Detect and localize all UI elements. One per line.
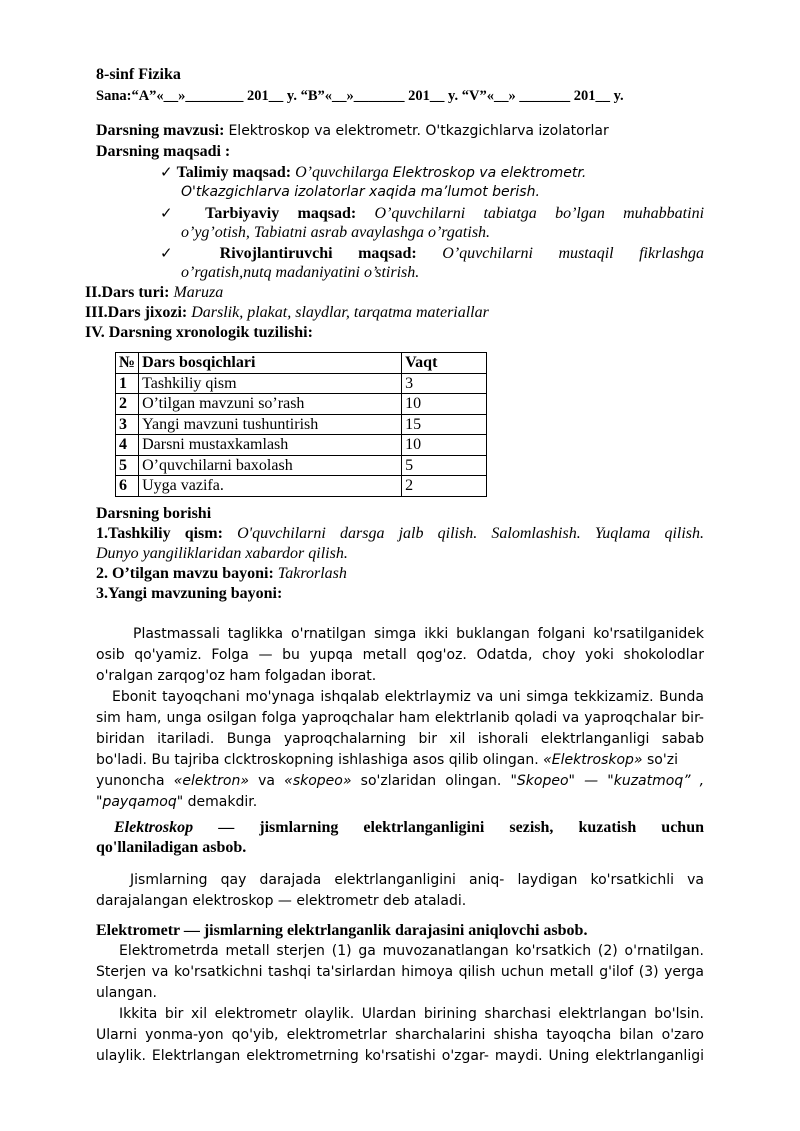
goal-title: Tarbiyaviy maqsad:	[205, 205, 357, 222]
table-cell: O’quvchilarni baxolash	[139, 455, 402, 476]
goals-label: Darsning maqsadi :	[96, 143, 231, 160]
body-line	[96, 773, 704, 789]
table-cell: 2	[402, 476, 487, 497]
schedule-table	[115, 352, 487, 497]
table-row	[116, 476, 487, 497]
body-line	[96, 794, 257, 810]
topic-label: Darsning mavzusi:	[96, 122, 225, 139]
table-cell: 3	[116, 414, 139, 435]
table-cell: 5	[402, 455, 487, 476]
step2-value: Takrorlash	[277, 565, 347, 582]
step1-text: O'quvchilarni darsga jalb qilish. Salomlashish. Yuqlama qilish.	[237, 525, 705, 542]
structure-title: IV. Darsning xronologik tuzilishi:	[85, 324, 313, 341]
goal-text-line2: o’yg’otish, Tabiatni asrab avaylashga o’rgatish.	[181, 224, 491, 241]
topic-value: Elektroskop va elektrometr. O'tkazgichlarva izolatorlar	[228, 123, 609, 139]
body-line: darajalangan elektroskop — elektrometr deb ataladi.	[96, 893, 467, 909]
goal-educational	[160, 163, 586, 182]
table-cell: Yangi mavzuni tushuntirish	[139, 414, 402, 435]
body-line: ulaylik. Elektrlangan elektrometrning ko'rsatishi o'zgar- maydi. Uning elektrlanganligi	[96, 1048, 704, 1064]
step2-label: 2. O’tilgan mavzu bayoni:	[96, 565, 274, 582]
procedure-title: Darsning borishi	[96, 505, 212, 522]
definition-line2: qo'llaniladigan asbob.	[96, 839, 247, 856]
body-line: Elektrometrda metall sterjen (1) ga muvozanatlangan ko'rsatkich (2) o'rnatilgan.	[119, 943, 704, 959]
equipment	[85, 304, 489, 322]
goal-title: Talimiy maqsad:	[176, 164, 292, 181]
body-text: va	[258, 773, 276, 789]
table-cell: Tashkiliy qism	[139, 373, 402, 394]
lesson-type	[85, 284, 223, 302]
class-subject: 8-sinf Fizika	[96, 66, 181, 83]
step1-line1	[96, 525, 704, 543]
table-header-cell: Vaqt	[402, 353, 487, 374]
body-text: bo'ladi. Bu tajriba clcktroskopning ishlashiga asos qilib olingan.	[96, 752, 539, 768]
table-cell: 1	[116, 373, 139, 394]
table-cell: 2	[116, 394, 139, 415]
step3-label: 3.Yangi mavzuning bayoni:	[96, 585, 283, 602]
goal-text-line2: o’rgatish,nutq madaniyatini o’stirish.	[181, 264, 420, 281]
goal-text: Elektroskop va elektrometr.	[392, 165, 587, 181]
table-row	[116, 435, 487, 456]
table-cell: Uyga vazifa.	[139, 476, 402, 497]
body-term: "payqamoq"	[96, 794, 184, 810]
table-row	[116, 414, 487, 435]
table-row	[116, 373, 487, 394]
body-line: ulangan.	[96, 985, 158, 1001]
table-header-row	[116, 353, 487, 374]
body-text: demakdir.	[187, 794, 258, 810]
table-cell: 15	[402, 414, 487, 435]
definition-elektroskop	[114, 819, 704, 837]
definition-elektrometr: Elektrometr — jismlarning elektrlanganlik darajasini aniqlovchi asbob.	[96, 922, 588, 939]
goal-upbringing	[160, 204, 704, 223]
body-line: biridan itariladi. Bunga yaproqchalarning bir xil ishorali elektrlanganligi sabab	[96, 731, 704, 747]
table-cell: Darsni mustaxkamlash	[139, 435, 402, 456]
body-text: so'zlaridan olingan.	[360, 773, 502, 789]
body-line: Plastmassali taglikka o'rnatilgan simga ikki buklangan folgani ko'rsatilganidek	[133, 626, 704, 642]
definition-text: — jismlarning elektrlanganligini sezish, kuzatish uchun	[218, 819, 704, 836]
step1-line2: Dunyo yangiliklaridan xabardor qilish.	[96, 545, 348, 562]
body-text: yunoncha	[96, 773, 165, 789]
goal-text: O’quvchilarni tabiatga bo’lgan muhabbatini	[374, 205, 705, 222]
body-term: «skopeo»	[284, 773, 352, 789]
table-cell: 10	[402, 435, 487, 456]
equipment-value: Darslik, plakat, slaydlar, tarqatma materiallar	[191, 304, 489, 321]
equipment-label: III.Dars jixozi:	[85, 304, 188, 321]
body-line: Ularni yonma-yon qo'yib, elektrometrlar sharchalarini shisha tayoqcha bilan o'zaro	[96, 1027, 704, 1043]
table-cell: 5	[116, 455, 139, 476]
goal-text-line2: O'tkazgichlarva izolatorlar xaqida ma’lumot berish.	[181, 184, 540, 200]
body-line: Sterjen va ko'rsatkichni tashqi ta'sirlardan himoya qilish uchun metall g'ilof (3) yerga	[96, 964, 704, 980]
table-cell: 6	[116, 476, 139, 497]
step1-label: 1.Tashkiliy qism:	[96, 525, 223, 542]
table-row	[116, 455, 487, 476]
lesson-type-value: Maruza	[173, 284, 224, 301]
topic-line	[96, 122, 609, 140]
body-term: "Skopeo" — "kuzatmoq” ,	[510, 773, 705, 789]
table-row	[116, 394, 487, 415]
body-term: «elektron»	[173, 773, 249, 789]
body-line: Ebonit tayoqchani mo'ynaga ishqalab elektrlaymiz va uni simga tekkizamiz. Bunda	[112, 689, 704, 705]
goal-text: O’quvchilarni mustaqil fikrlashga	[442, 245, 704, 262]
goal-developmental	[160, 244, 704, 263]
goal-text: O’quvchilarga	[295, 164, 389, 181]
body-line: sim ham, unga osilgan folga yaproqchalar ham elektrlanib qoladi va yaproqchalar bir-	[96, 710, 704, 726]
body-line: Jismlarning qay darajada elektrlanganligini aniq- laydigan ko'rsatkichli va	[130, 872, 704, 888]
goal-title: Rivojlantiruvchi maqsad:	[219, 245, 417, 262]
table-cell: 3	[402, 373, 487, 394]
definition-term: Elektroskop	[114, 819, 194, 836]
date-line: Sana:“A”«__»________ 201__ y. “B”«__»_______ 201__ y. “V”«__» _______ 201__ y.	[96, 88, 624, 104]
table-header-cell: Dars bosqichlari	[139, 353, 402, 374]
step2	[96, 565, 347, 583]
table-cell: 10	[402, 394, 487, 415]
table-cell: O’tilgan mavzuni so’rash	[139, 394, 402, 415]
check-icon: ✓	[160, 204, 187, 222]
body-text: so'zi	[647, 752, 678, 768]
check-icon: ✓	[160, 244, 195, 262]
body-term: «Elektroskop»	[543, 752, 643, 768]
lesson-type-label: II.Dars turi:	[85, 284, 170, 301]
body-line: osib qo'yamiz. Folga — bu yupqa metall qog'oz. Odatda, choy yoki shokolodlar	[96, 647, 704, 663]
table-header-cell: №	[116, 353, 139, 374]
check-icon: ✓	[160, 163, 173, 181]
body-line: Ikkita bir xil elektrometr olaylik. Ulardan birining sharchasi elektrlangan bo'lsin.	[119, 1006, 704, 1022]
table-cell: 4	[116, 435, 139, 456]
body-line	[96, 752, 678, 768]
body-line: o'ralgan zarqog'oz ham folgadan iborat.	[96, 668, 377, 684]
